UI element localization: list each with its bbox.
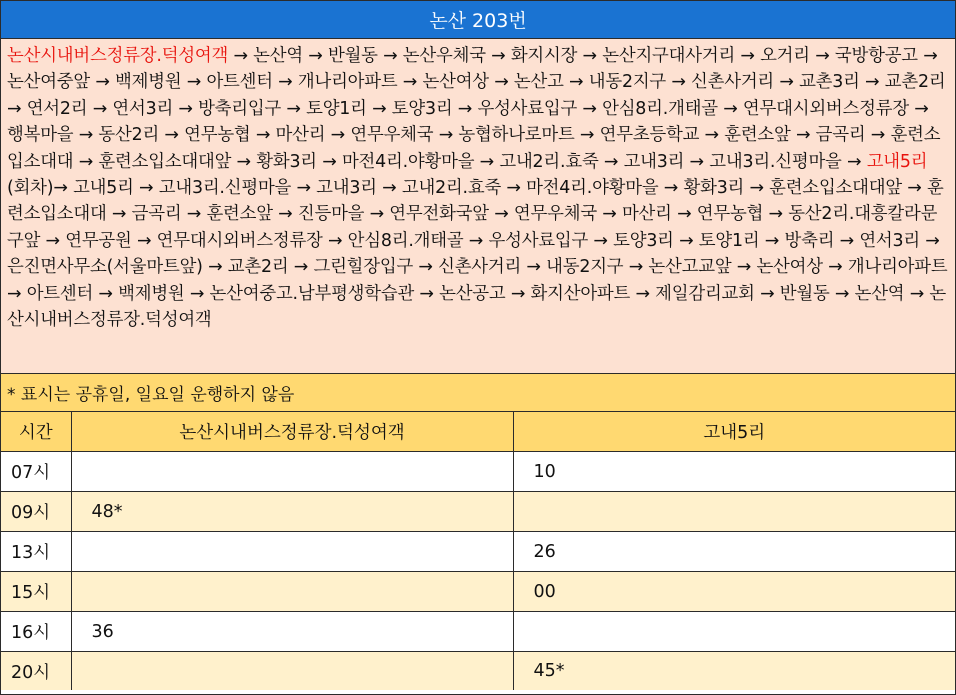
header-departure-terminal: 논산시내버스정류장.덕성여객	[71, 412, 513, 452]
minute-cell-gonae5ri: 26	[513, 532, 955, 572]
minute-cell-terminal	[71, 572, 513, 612]
table-row	[1, 532, 955, 572]
route-start-stop: 논산시내버스정류장.덕성여객	[7, 46, 229, 66]
minute-cell-terminal: 48*	[71, 492, 513, 532]
hour-cell: 09시	[1, 492, 71, 532]
route-description	[1, 39, 955, 374]
minute-cell-gonae5ri: 00	[513, 572, 955, 612]
route-return-stops: (회차)→ 고내5리 → 고내3리.신평마을 → 고내3리 → 고내2리.효죽 → 마전4리.야황마을 → 황화3리 → 훈련소입소대대앞 → 훈련소입소대대 → 금곡리 → 훈련소앞 → 진등마을 → 연무전화국앞 → 연무우체국 → 마산리 → 연무농협 → 동산2리.대흥칼라문구앞 → 연무공원 → 연무대시외버스정류장 → 안심8리.개태골 → 우성사료입구 → 토양3리 → 토양1리 → 방축리 → 연서3리 → 은진면사무소(서울마트앞) → 교촌2리 → 그린힐장입구 → 신촌사거리 → 내동2지구 → 논산고교앞 → 논산여상 → 개나리아파트 → 아트센터 → 백제병원 → 논산여중고.남부평생학습관 → 논산공고 → 화지산아파트 → 제일감리교회 → 반월동 → 논산역 → 논산시내버스정류장.덕성여객	[7, 178, 948, 331]
table-row	[1, 452, 955, 492]
schedule-note: * 표시는 공휴일, 일요일 운행하지 않음	[1, 374, 955, 412]
schedule-table	[1, 412, 955, 690]
hour-cell: 13시	[1, 532, 71, 572]
table-row	[1, 652, 955, 691]
minute-cell-terminal	[71, 532, 513, 572]
minute-cell-gonae5ri	[513, 492, 955, 532]
table-row	[1, 572, 955, 612]
table-header-row	[1, 412, 955, 452]
header-hour: 시간	[1, 412, 71, 452]
table-row	[1, 492, 955, 532]
minute-cell-gonae5ri	[513, 612, 955, 652]
table-row	[1, 612, 955, 652]
page-title: 논산 203번	[1, 1, 955, 39]
hour-cell: 15시	[1, 572, 71, 612]
minute-cell-terminal	[71, 452, 513, 492]
hour-cell: 16시	[1, 612, 71, 652]
minute-cell-terminal	[71, 652, 513, 691]
route-turnaround-stop: 고내5리	[866, 151, 928, 172]
hour-cell: 20시	[1, 652, 71, 691]
route-outbound-stops: → 논산역 → 반월동 → 논산우체국 → 화지시장 → 논산지구대사거리 → 오거리 → 국방항공고 → 논산여중앞 → 백제병원 → 아트센터 → 개나리아파트 → 논산여상 → 논산고 → 내동2지구 → 신촌사거리 → 교촌3리 → 교촌2리 → 연서2리 → 연서3리 → 방축리입구 → 토양1리 → 토양3리 → 우성사료입구 → 안심8리.개태골 → 연무대시외버스정류장 → 행복마을 → 동산2리 → 연무농협 → 마산리 → 연무우체국 → 농협하나로마트 → 연무초등학교 → 훈련소앞 → 금곡리 → 훈련소입소대대 → 훈련소입소대대앞 → 황화3리 → 마전4리.야황마을 → 고내2리.효죽 → 고내3리 → 고내3리.신평마을 →	[7, 46, 946, 172]
hour-cell: 07시	[1, 452, 71, 492]
minute-cell-gonae5ri: 45*	[513, 652, 955, 691]
minute-cell-gonae5ri: 10	[513, 452, 955, 492]
header-departure-gonae5ri: 고내5리	[513, 412, 955, 452]
minute-cell-terminal: 36	[71, 612, 513, 652]
